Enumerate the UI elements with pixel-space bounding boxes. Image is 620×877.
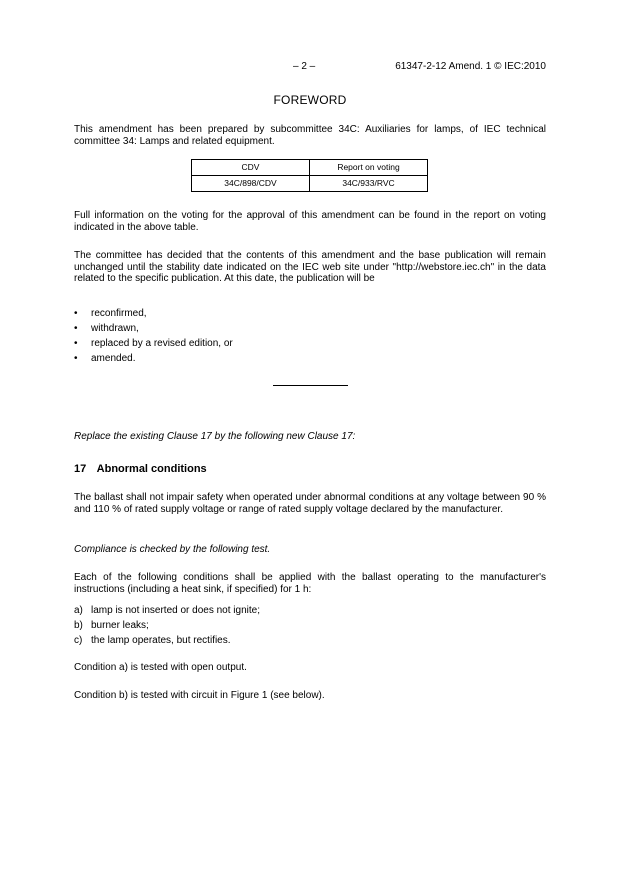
list-item [74,308,233,323]
stability-paragraph: The committee has decided that the contents of this amendment and the base publication will remain unchanged until the stability date indicated on the IEC web site under "http://webstore.iec.ch" in the data related to the specific publication. At this date, the publication will be [74,250,546,284]
list-item [74,323,233,338]
list-item-text: reconfirmed, [91,308,147,319]
voting-table [191,159,428,192]
bullet-icon: • [74,338,78,349]
condition-b-test: Condition b) is tested with circuit in Figure 1 (see below). [74,690,325,701]
condition-label: a) [74,605,83,616]
table-header-report: Report on voting [310,160,428,176]
list-item [74,620,260,635]
replace-instruction: Replace the existing Clause 17 by the following new Clause 17: [74,431,356,442]
bullet-icon: • [74,353,78,364]
conditions-list [74,605,260,650]
safety-paragraph: The ballast shall not impair safety when operated under abnormal conditions at any voltage between 90 % and 110 % of rated supply voltage or range of rated supply voltage declared by the manufacturer. [74,492,546,515]
compliance-statement: Compliance is checked by the following test. [74,544,271,555]
condition-a-test: Condition a) is tested with open output. [74,662,247,673]
clause-title: Abnormal conditions [96,463,207,475]
condition-label: c) [74,635,83,646]
condition-text: the lamp operates, but rectifies. [91,635,231,646]
standard-reference: 61347-2-12 Amend. 1 © IEC:2010 [395,61,546,72]
list-item-text: amended. [91,353,136,364]
bullet-icon: • [74,308,78,319]
list-item-text: withdrawn, [91,323,139,334]
list-item [74,605,260,620]
table-cell-cdv: 34C/898/CDV [192,176,310,192]
condition-label: b) [74,620,83,631]
clause-number: 17 [74,463,87,475]
outcome-list [74,308,233,368]
table-header-cdv: CDV [192,160,310,176]
conditions-intro: Each of the following conditions shall be applied with the ballast operating to the manufacturer's instructions (including a heat sink, if specified) for 1 h: [74,572,546,595]
clause-heading [74,464,207,476]
bullet-icon: • [74,323,78,334]
voting-table-header-row [192,160,428,176]
foreword-title: FOREWORD [273,93,347,107]
voting-table-row [192,176,428,192]
list-item [74,353,233,368]
page-header [0,61,620,73]
page-number: – 2 – [293,61,316,72]
list-item [74,635,260,650]
table-cell-rvc: 34C/933/RVC [310,176,428,192]
foreword-intro: This amendment has been prepared by subcommittee 34C: Auxiliaries for lamps, of IEC technical committee 34: Lamps and related equipment. [74,124,546,147]
voting-info-paragraph: Full information on the voting for the approval of this amendment can be found in the report on voting indicated in the above table. [74,210,546,233]
list-item [74,338,233,353]
section-divider [273,385,348,386]
condition-text: lamp is not inserted or does not ignite; [91,605,260,616]
list-item-text: replaced by a revised edition, or [91,338,233,349]
condition-text: burner leaks; [91,620,149,631]
